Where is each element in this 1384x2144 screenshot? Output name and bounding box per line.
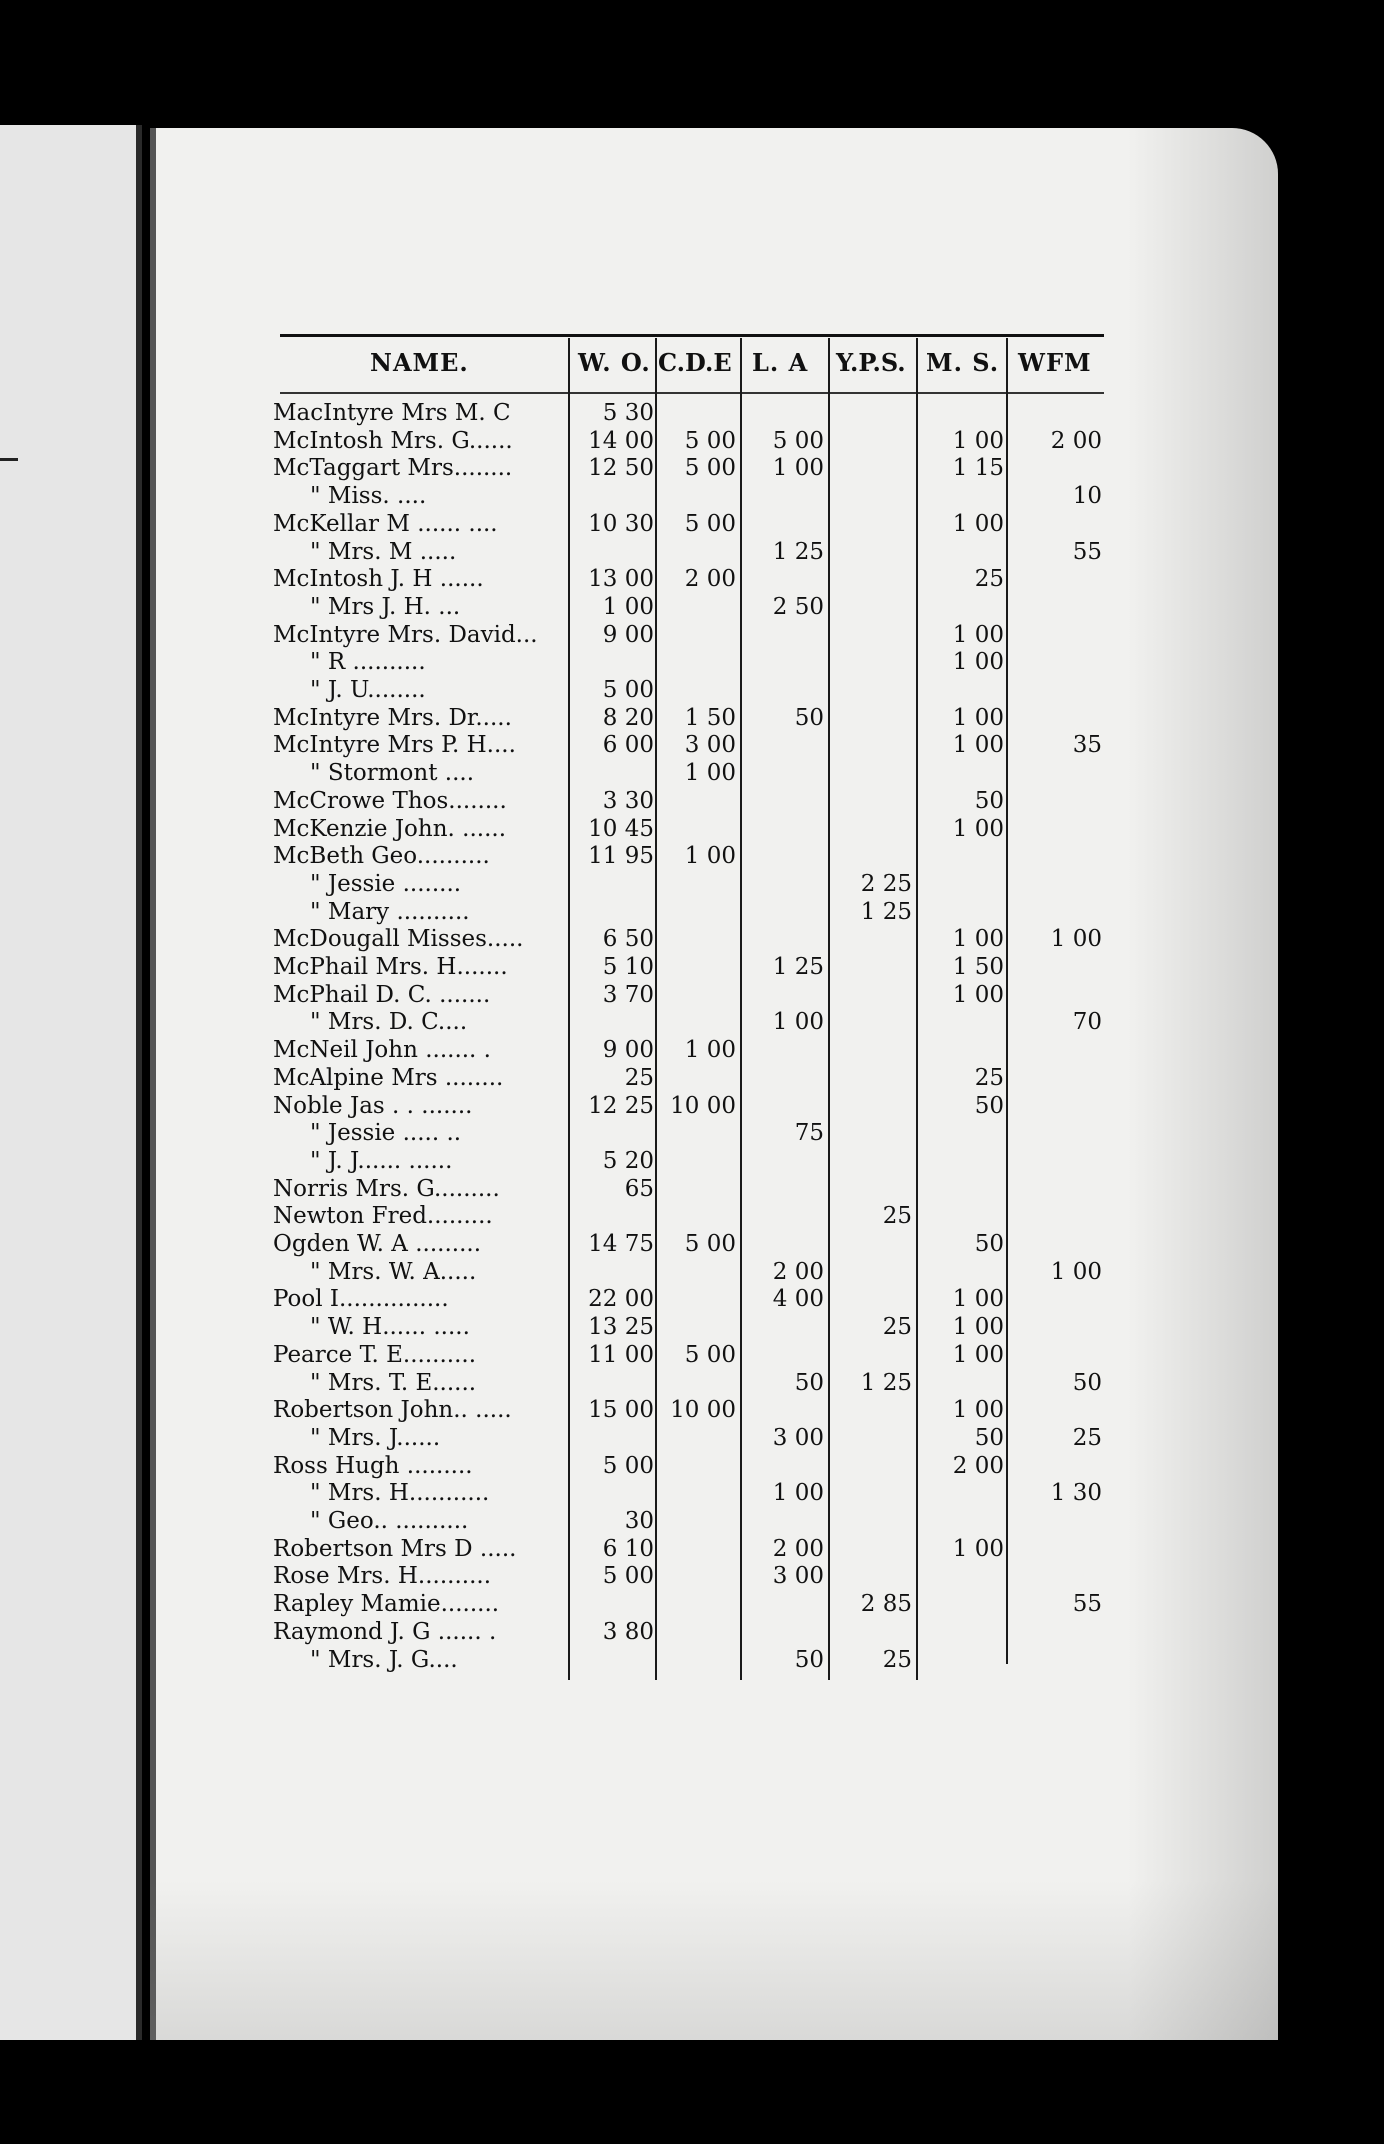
ms-amount: 1 00 [952,816,1004,842]
name-cell: McIntyre Mrs. Dr..... [273,705,512,731]
table-row [0,732,1384,759]
wo-amount: 14 75 [588,1231,654,1257]
yps-amount: 1 25 [860,899,912,925]
table-row [0,982,1384,1009]
table-row [0,483,1384,510]
table-row [0,1647,1384,1674]
ms-amount: 25 [974,1065,1004,1091]
la-amount: 75 [794,1120,824,1146]
wo-amount: 5 00 [602,1563,654,1589]
wo-amount: 22 00 [588,1286,654,1312]
name-cell: McCrowe Thos........ [273,788,507,814]
cde-amount: 1 00 [684,843,736,869]
table-row [0,843,1384,870]
la-amount: 2 00 [772,1536,824,1562]
ms-amount: 2 00 [952,1453,1004,1479]
wfm-amount: 2 00 [1050,428,1102,454]
la-amount: 3 00 [772,1425,824,1451]
cde-amount: 1 00 [684,760,736,786]
name-cell: " Mrs. H........... [310,1480,490,1506]
table-row [0,1259,1384,1286]
wfm-amount: 50 [1072,1370,1102,1396]
ms-amount: 1 00 [952,649,1004,675]
cde-amount: 5 00 [684,428,736,454]
name-cell: " Mary .......... [310,899,470,925]
ms-amount: 1 00 [952,982,1004,1008]
name-cell: Robertson Mrs D ..... [273,1536,517,1562]
table-row [0,926,1384,953]
name-cell: McIntosh J. H ...... [273,566,484,592]
header-wfm: WFM [1018,348,1092,377]
wo-amount: 5 00 [602,1453,654,1479]
la-amount: 1 00 [772,1009,824,1035]
table-row [0,1453,1384,1480]
ms-amount: 1 15 [952,455,1004,481]
ms-amount: 1 00 [952,732,1004,758]
ms-amount: 50 [974,1231,1004,1257]
wo-amount: 65 [624,1176,654,1202]
name-cell: " R .......... [310,649,426,675]
name-cell: McAlpine Mrs ........ [273,1065,504,1091]
name-cell: Newton Fred......... [273,1203,493,1229]
wo-amount: 10 30 [588,511,654,537]
wo-amount: 13 00 [588,566,654,592]
name-cell: McKellar M ...... .... [273,511,498,537]
name-cell: " Mrs. J. G.... [310,1647,458,1673]
wo-amount: 6 00 [602,732,654,758]
table-row [0,1037,1384,1064]
name-cell: " Miss. .... [310,483,427,509]
wfm-amount: 1 30 [1050,1480,1102,1506]
table-row [0,1120,1384,1147]
la-amount: 1 00 [772,455,824,481]
name-cell: " Mrs. J...... [310,1425,441,1451]
name-cell: " Mrs. W. A..... [310,1259,477,1285]
name-cell: " Mrs. D. C.... [310,1009,468,1035]
wo-amount: 13 25 [588,1314,654,1340]
table-row [0,455,1384,482]
ms-amount: 1 00 [952,1397,1004,1423]
ms-amount: 1 50 [952,954,1004,980]
yps-amount: 1 25 [860,1370,912,1396]
wfm-amount: 1 00 [1050,926,1102,952]
table-row [0,816,1384,843]
name-cell: Pearce T. E.......... [273,1342,477,1368]
name-cell: Ross Hugh ......... [273,1453,473,1479]
table-row [0,1480,1384,1507]
table-row [0,871,1384,898]
name-cell: McPhail D. C. ....... [273,982,491,1008]
name-cell: McIntyre Mrs P. H.... [273,732,516,758]
header-wo: W. O. [578,348,651,377]
table-row [0,1286,1384,1313]
table-row [0,1425,1384,1452]
cde-amount: 1 50 [684,705,736,731]
table-row [0,954,1384,981]
name-cell: " Jessie ........ [310,871,462,897]
name-cell: McDougall Misses..... [273,926,524,952]
wo-amount: 6 10 [602,1536,654,1562]
ms-amount: 50 [974,1425,1004,1451]
wo-amount: 11 00 [588,1342,654,1368]
name-cell: " Mrs. M ..... [310,539,457,565]
table-row [0,622,1384,649]
wo-amount: 1 00 [602,594,654,620]
header-yps: Y.P.S. [836,348,906,377]
wo-amount: 5 20 [602,1148,654,1174]
yps-amount: 25 [882,1203,912,1229]
name-cell: Noble Jas . . ....... [273,1093,473,1119]
table-row [0,1536,1384,1563]
table-row [0,1563,1384,1590]
table-row [0,1619,1384,1646]
cde-amount: 3 00 [684,732,736,758]
la-amount: 1 25 [772,954,824,980]
la-amount: 1 00 [772,1480,824,1506]
cde-amount: 5 00 [684,1231,736,1257]
table-row [0,899,1384,926]
table-row [0,1065,1384,1092]
wo-amount: 3 30 [602,788,654,814]
yps-amount: 2 25 [860,871,912,897]
wfm-amount: 1 00 [1050,1259,1102,1285]
cde-amount: 5 00 [684,455,736,481]
la-amount: 4 00 [772,1286,824,1312]
cde-amount: 2 00 [684,566,736,592]
wo-amount: 5 00 [602,677,654,703]
wfm-amount: 55 [1072,539,1102,565]
table-row [0,566,1384,593]
ms-amount: 1 00 [952,1536,1004,1562]
wo-amount: 3 80 [602,1619,654,1645]
header-name: NAME. [370,348,469,377]
name-cell: " Mrs J. H. ... [310,594,461,620]
wfm-amount: 10 [1072,483,1102,509]
name-cell: McTaggart Mrs........ [273,455,513,481]
name-cell: Raymond J. G ...... . [273,1619,497,1645]
name-cell: McKenzie John. ...... [273,816,506,842]
la-amount: 50 [794,705,824,731]
ms-amount: 1 00 [952,622,1004,648]
cde-amount: 5 00 [684,1342,736,1368]
name-cell: " Mrs. T. E...... [310,1370,477,1396]
wo-amount: 25 [624,1065,654,1091]
table-row [0,1148,1384,1175]
name-cell: Rapley Mamie........ [273,1591,500,1617]
cde-amount: 10 00 [670,1397,736,1423]
table-row [0,1591,1384,1618]
table-row [0,428,1384,455]
table-row [0,1009,1384,1036]
yps-amount: 25 [882,1647,912,1673]
yps-amount: 25 [882,1314,912,1340]
wo-amount: 5 30 [602,400,654,426]
wo-amount: 5 10 [602,954,654,980]
ms-amount: 1 00 [952,1314,1004,1340]
wo-amount: 30 [624,1508,654,1534]
name-cell: " W. H...... ..... [310,1314,470,1340]
name-cell: McPhail Mrs. H....... [273,954,508,980]
table-row [0,1342,1384,1369]
name-cell: McNeil John ....... . [273,1037,491,1063]
la-amount: 2 50 [772,594,824,620]
la-amount: 50 [794,1647,824,1673]
name-cell: " Stormont .... [310,760,474,786]
la-amount: 5 00 [772,428,824,454]
yps-amount: 2 85 [860,1591,912,1617]
table-row [0,1508,1384,1535]
la-amount: 50 [794,1370,824,1396]
table-row [0,1176,1384,1203]
name-cell: McIntyre Mrs. David... [273,622,538,648]
table-row [0,511,1384,538]
table-row [0,1231,1384,1258]
table-row [0,677,1384,704]
table-row [0,760,1384,787]
name-cell: " Geo.. .......... [310,1508,469,1534]
ms-amount: 1 00 [952,428,1004,454]
name-cell: Pool I............... [273,1286,449,1312]
table-row [0,1370,1384,1397]
wo-amount: 9 00 [602,1037,654,1063]
wo-amount: 15 00 [588,1397,654,1423]
name-cell: Norris Mrs. G......... [273,1176,500,1202]
header-ms: M. S. [926,348,1000,377]
ms-amount: 1 00 [952,1286,1004,1312]
table-row [0,1203,1384,1230]
la-amount: 1 25 [772,539,824,565]
wo-amount: 11 95 [588,843,654,869]
wo-amount: 6 50 [602,926,654,952]
name-cell: " Jessie ..... .. [310,1120,462,1146]
table-row [0,594,1384,621]
wo-amount: 8 20 [602,705,654,731]
header-cde: C.D.E [658,348,732,377]
table-row [0,788,1384,815]
name-cell: MacIntyre Mrs M. C [273,400,511,426]
table-row [0,539,1384,566]
wo-amount: 9 00 [602,622,654,648]
wfm-amount: 35 [1072,732,1102,758]
wfm-amount: 25 [1072,1425,1102,1451]
wfm-amount: 55 [1072,1591,1102,1617]
cde-amount: 10 00 [670,1093,736,1119]
ms-amount: 1 00 [952,511,1004,537]
ms-amount: 1 00 [952,926,1004,952]
name-cell: McBeth Geo.......... [273,843,490,869]
wo-amount: 14 00 [588,428,654,454]
wo-amount: 12 50 [588,455,654,481]
la-amount: 3 00 [772,1563,824,1589]
name-cell: McIntosh Mrs. G...... [273,428,513,454]
table-row [0,1314,1384,1341]
wo-amount: 3 70 [602,982,654,1008]
name-cell: " J. J...... ...... [310,1148,453,1174]
name-cell: Robertson John.. ..... [273,1397,512,1423]
ms-amount: 1 00 [952,705,1004,731]
ms-amount: 50 [974,788,1004,814]
ms-amount: 25 [974,566,1004,592]
table-row [0,649,1384,676]
name-cell: " J. U........ [310,677,426,703]
name-cell: Ogden W. A ......... [273,1231,481,1257]
name-cell: Rose Mrs. H.......... [273,1563,492,1589]
table-row [0,705,1384,732]
wfm-amount: 70 [1072,1009,1102,1035]
header-la: L. A [752,348,809,377]
cde-amount: 1 00 [684,1037,736,1063]
wo-amount: 10 45 [588,816,654,842]
table-row [0,400,1384,427]
table-row [0,1093,1384,1120]
wo-amount: 12 25 [588,1093,654,1119]
table-row [0,1397,1384,1424]
cde-amount: 5 00 [684,511,736,537]
ms-amount: 50 [974,1093,1004,1119]
la-amount: 2 00 [772,1259,824,1285]
ms-amount: 1 00 [952,1342,1004,1368]
